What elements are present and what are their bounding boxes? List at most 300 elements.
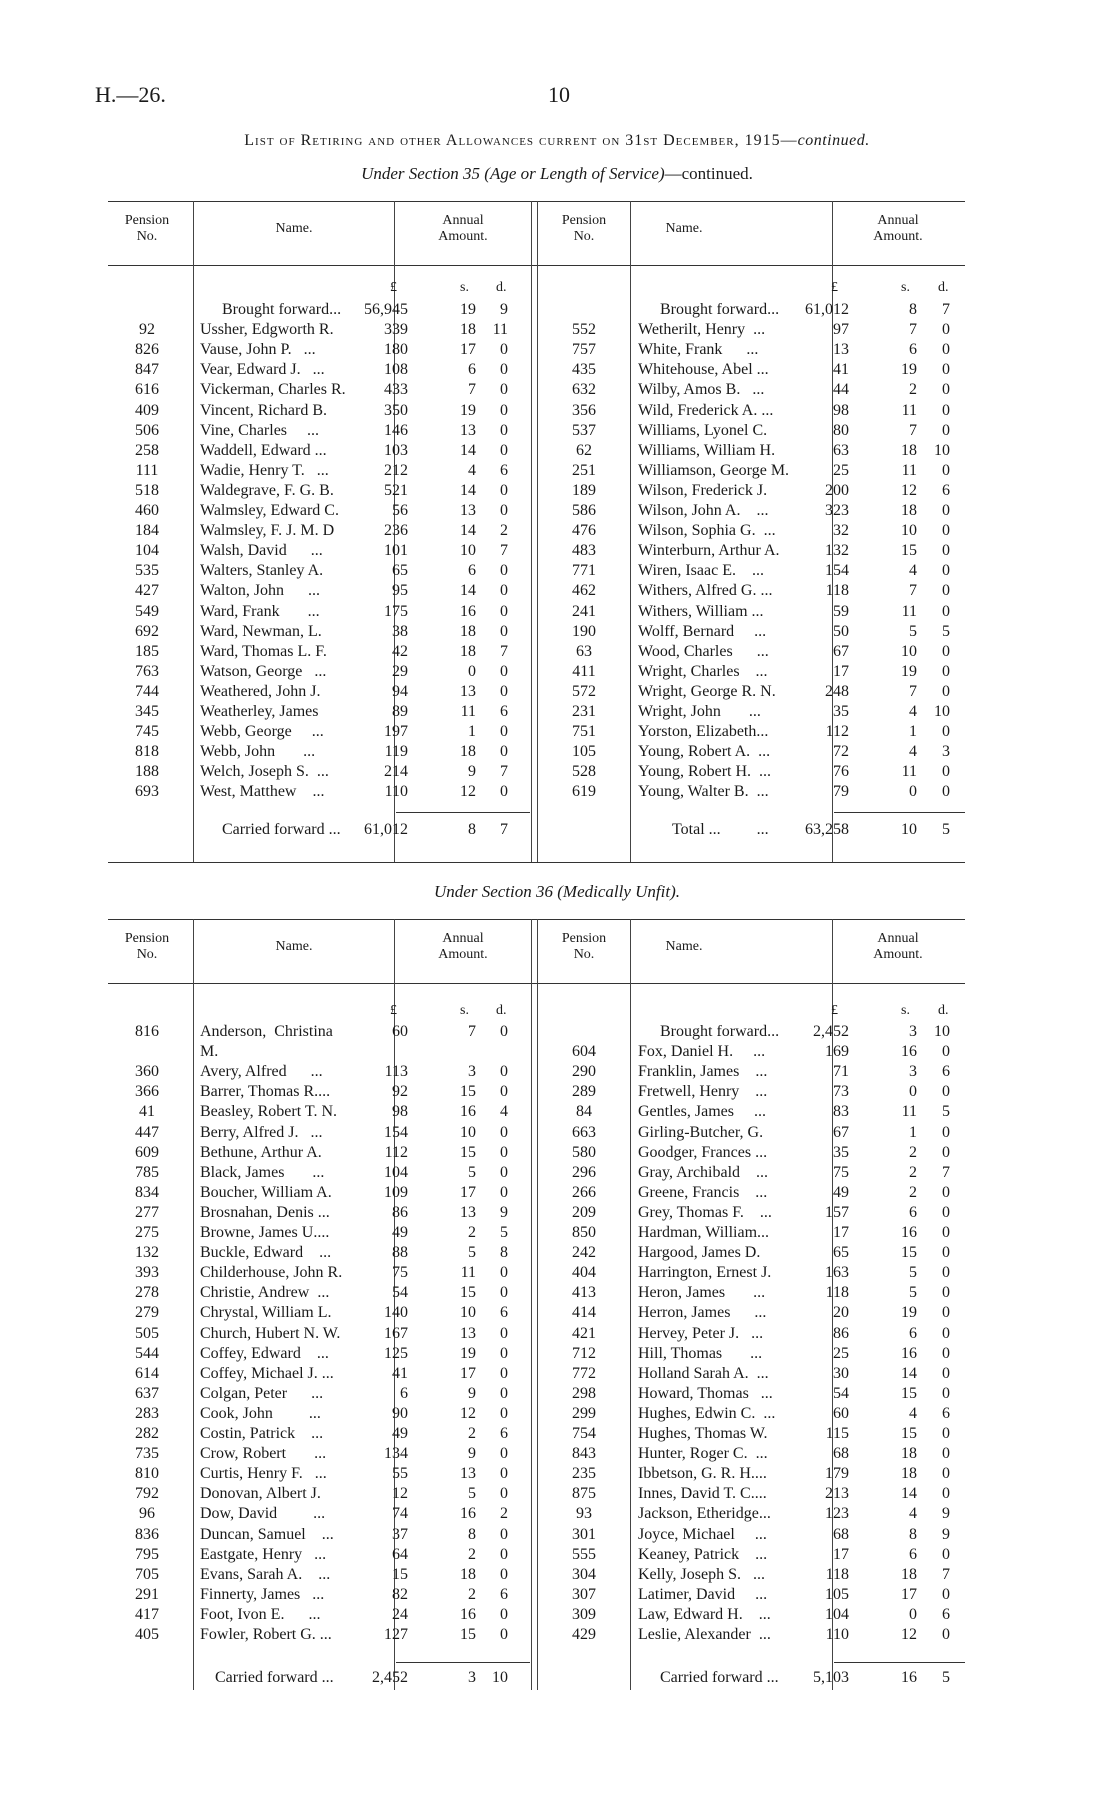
amount-pence: 0 xyxy=(942,502,950,519)
amount-pounds: 2,452 xyxy=(372,1669,408,1686)
amount-pounds: 112 xyxy=(384,1143,408,1161)
pension-number: 663 xyxy=(572,1123,596,1141)
amount-shillings: 14 xyxy=(901,1364,917,1382)
amount-pence: 7 xyxy=(500,763,508,781)
right-brought-forward xyxy=(0,1022,1114,1042)
amount-pounds: 17 xyxy=(833,1224,849,1241)
right-brought-forward-label: Brought forward... xyxy=(660,301,780,318)
pensioner-name: Vincent, Richard B. xyxy=(200,401,328,419)
amount-shillings: 11 xyxy=(901,401,917,419)
amount-shillings: 16 xyxy=(460,1605,476,1623)
amount-pence: 6 xyxy=(942,481,950,499)
pensioner-name: Latimer, David ... xyxy=(638,1585,768,1603)
left-col-pension-header: Pension No. xyxy=(124,931,170,962)
pensioner-name: Crow, Robert ... xyxy=(200,1445,327,1463)
amount-pence: 9 xyxy=(942,1525,950,1543)
amount-shillings: 4 xyxy=(909,1505,917,1523)
amount-shillings: 5 xyxy=(909,622,917,640)
amount-shillings: 7 xyxy=(909,321,917,339)
amount-pounds: 71 xyxy=(833,1063,849,1081)
pensioner-name: Yorston, Elizabeth... xyxy=(638,723,769,741)
amount-pounds: 61,012 xyxy=(364,821,408,838)
amount-pence: 0 xyxy=(942,1445,950,1463)
pension-number: 818 xyxy=(135,743,159,761)
pensioner-name: Leslie, Alexander ... xyxy=(638,1626,771,1643)
pension-number: 279 xyxy=(135,1304,159,1322)
table-row xyxy=(0,762,1114,782)
amount-shillings: 8 xyxy=(468,1525,476,1543)
amount-pounds: 72 xyxy=(833,743,849,761)
left-unit-s: s. xyxy=(460,280,469,295)
amount-shillings: 6 xyxy=(909,1203,917,1221)
amount-pounds: 80 xyxy=(833,421,849,439)
pensioner-name: Ibbetson, G. R. H.... xyxy=(638,1465,767,1483)
page-title-continued: continued. xyxy=(797,132,870,149)
amount-pounds: 20 xyxy=(833,1304,849,1322)
amount-pounds: 61,012 xyxy=(805,301,849,318)
pension-number: 93 xyxy=(576,1505,592,1523)
amount-pence: 0 xyxy=(500,562,508,580)
pension-number: 544 xyxy=(135,1344,159,1362)
table-row xyxy=(0,561,1114,581)
amount-pence: 0 xyxy=(942,682,950,700)
amount-shillings: 5 xyxy=(468,1485,476,1503)
table-row xyxy=(0,1364,1114,1384)
table-row xyxy=(0,1324,1114,1344)
pension-number: 693 xyxy=(135,783,159,801)
pensioner-name: Wright, John ... xyxy=(638,703,761,720)
pension-number: 366 xyxy=(135,1083,159,1101)
pensioner-name: Avery, Alfred ... xyxy=(200,1063,323,1081)
table-row xyxy=(0,340,1114,360)
pension-number: 712 xyxy=(572,1344,596,1362)
amount-shillings: 6 xyxy=(909,341,917,359)
table-row xyxy=(0,662,1114,682)
pension-number: 772 xyxy=(572,1364,596,1382)
left-sum-rule xyxy=(396,1662,530,1663)
pension-number: 111 xyxy=(135,461,159,479)
left-carried-forward-label: Carried forward ... xyxy=(215,1669,334,1686)
table-row xyxy=(0,702,1114,722)
pension-number: 771 xyxy=(572,562,596,580)
pension-number: 460 xyxy=(135,502,159,519)
pension-number: 309 xyxy=(572,1605,596,1623)
amount-shillings: 7 xyxy=(909,421,917,439)
amount-pounds: 63 xyxy=(833,441,849,459)
amount-pounds: 104 xyxy=(384,1163,408,1181)
amount-shillings: 15 xyxy=(901,542,917,560)
pensioner-name: Wilson, Frederick J. xyxy=(638,481,768,499)
amount-pounds: 109 xyxy=(384,1183,408,1201)
pensioner-name: Browne, James U.... xyxy=(200,1224,330,1241)
amount-pence: 0 xyxy=(500,783,508,801)
table-row xyxy=(0,1203,1114,1223)
pensioner-name: Young, Robert A. ... xyxy=(638,743,771,761)
amount-pounds: 73 xyxy=(833,1083,849,1101)
pension-number: 483 xyxy=(572,542,596,560)
amount-pounds: 17 xyxy=(833,662,849,680)
amount-shillings: 13 xyxy=(460,682,476,700)
amount-pence: 0 xyxy=(942,1143,950,1161)
amount-pence: 10 xyxy=(934,703,950,720)
amount-pence: 0 xyxy=(500,502,508,519)
table-row xyxy=(0,742,1114,762)
section-35-title-tail: —continued. xyxy=(664,164,753,183)
amount-shillings: 10 xyxy=(901,642,917,660)
amount-shillings: 2 xyxy=(468,1545,476,1563)
pension-number: 132 xyxy=(135,1244,159,1262)
amount-pence: 0 xyxy=(942,1364,950,1382)
amount-shillings: 17 xyxy=(460,1364,476,1382)
amount-pence: 2 xyxy=(500,522,508,540)
table-row xyxy=(0,1384,1114,1404)
amount-pence: 9 xyxy=(942,1505,950,1523)
amount-shillings: 19 xyxy=(460,401,476,419)
pensioner-name: Christie, Andrew ... xyxy=(200,1284,330,1302)
amount-pounds: 25 xyxy=(833,1344,849,1362)
pensioner-name: Anderson, Christina xyxy=(200,1023,333,1040)
pensioner-name: Wright, Charles ... xyxy=(638,662,768,680)
section-36-title: Under Section 36 (Medically Unfit). xyxy=(434,882,680,901)
pension-number: 414 xyxy=(572,1304,596,1322)
amount-shillings: 15 xyxy=(460,1143,476,1161)
pension-number: 705 xyxy=(135,1565,159,1583)
left-sum-rule xyxy=(396,812,530,813)
amount-pounds: 180 xyxy=(384,341,408,359)
amount-pounds: 154 xyxy=(384,1123,408,1141)
pensioner-name: Hughes, Thomas W. xyxy=(638,1425,768,1442)
amount-pounds: 521 xyxy=(384,481,408,499)
amount-shillings: 13 xyxy=(460,421,476,439)
pensioner-name: Williams, Lyonel C. xyxy=(638,421,768,439)
amount-pence: 0 xyxy=(500,1384,508,1402)
amount-pence: 0 xyxy=(500,1565,508,1583)
left-unit-d: d. xyxy=(496,1003,507,1018)
pensioner-name: Bethune, Arthur A. xyxy=(200,1143,322,1161)
amount-pence: 0 xyxy=(500,1605,508,1623)
amount-pence: 0 xyxy=(500,1364,508,1382)
right-col-name-header: Name. xyxy=(665,939,703,954)
pensioner-name: Wilson, John A. ... xyxy=(638,502,769,519)
table-row xyxy=(0,521,1114,541)
pension-number: 296 xyxy=(572,1163,596,1181)
amount-pounds: 212 xyxy=(384,461,408,479)
pension-number: 518 xyxy=(135,481,159,499)
pensioner-name: Waddell, Edward ... xyxy=(200,441,327,459)
amount-shillings: 12 xyxy=(901,481,917,499)
pensioner-name: Winterburn, Arthur A. xyxy=(638,542,780,560)
amount-pence: 6 xyxy=(942,1605,950,1623)
pensioner-name: Ward, Thomas L. F. xyxy=(200,642,327,660)
pensioner-name: Childerhouse, John R. xyxy=(200,1264,343,1282)
table-row xyxy=(0,541,1114,561)
pension-number: 275 xyxy=(135,1224,159,1241)
right-sum-rule xyxy=(834,1662,965,1663)
pensioner-name: Hargood, James D. xyxy=(638,1244,761,1262)
amount-pence: 10 xyxy=(934,441,950,459)
amount-pence: 9 xyxy=(500,1203,508,1221)
amount-pence: 0 xyxy=(942,1585,950,1603)
table-row xyxy=(0,380,1114,400)
pensioner-name: Hill, Thomas ... xyxy=(638,1344,763,1362)
amount-pence: 0 xyxy=(500,1143,508,1161)
document-reference: H.—26. xyxy=(95,82,166,107)
amount-pence: 0 xyxy=(942,1425,950,1442)
amount-pence: 0 xyxy=(500,1183,508,1201)
amount-pence: 0 xyxy=(500,622,508,640)
amount-pounds: 146 xyxy=(384,421,408,439)
right-brought-forward xyxy=(0,300,1114,320)
amount-pounds: 97 xyxy=(833,321,849,339)
pension-number: 528 xyxy=(572,763,596,781)
amount-pence: 0 xyxy=(500,441,508,459)
amount-shillings: 5 xyxy=(468,1244,476,1262)
pensioner-name: Foot, Ivon E. ... xyxy=(200,1605,321,1623)
amount-pence: 0 xyxy=(500,1123,508,1141)
amount-pence: 7 xyxy=(500,821,508,838)
amount-pence: 10 xyxy=(934,1023,950,1040)
table-row xyxy=(0,1303,1114,1323)
pensioner-name: Weathered, John J. xyxy=(200,682,321,700)
amount-pence: 0 xyxy=(500,1404,508,1422)
amount-pence: 0 xyxy=(500,361,508,379)
pensioner-name: Wolff, Bernard ... xyxy=(638,622,767,640)
amount-shillings: 2 xyxy=(909,1183,917,1201)
pension-number: 614 xyxy=(135,1364,159,1382)
amount-pounds: 67 xyxy=(833,1123,849,1141)
amount-pounds: 5,103 xyxy=(813,1669,849,1686)
pension-number: 586 xyxy=(572,502,596,519)
pensioner-name: Coffey, Edward ... xyxy=(200,1344,329,1362)
amount-pounds: 105 xyxy=(825,1585,849,1603)
amount-shillings: 12 xyxy=(460,783,476,801)
table-row xyxy=(0,421,1114,441)
amount-shillings: 16 xyxy=(901,1669,917,1686)
amount-pence: 0 xyxy=(500,1284,508,1302)
amount-pounds: 115 xyxy=(825,1425,849,1442)
amount-shillings: 11 xyxy=(460,703,476,720)
amount-shillings: 1 xyxy=(468,723,476,741)
amount-shillings: 16 xyxy=(901,1224,917,1241)
pensioner-name: Wood, Charles ... xyxy=(638,642,769,660)
amount-pence: 0 xyxy=(942,421,950,439)
amount-pence: 0 xyxy=(500,1545,508,1563)
pensioner-name: Walton, John ... xyxy=(200,582,321,600)
amount-pence: 0 xyxy=(500,1083,508,1101)
table-row xyxy=(0,1404,1114,1424)
pension-number: 572 xyxy=(572,682,596,700)
amount-pence: 0 xyxy=(942,1626,950,1643)
pensioner-name: Williamson, George M. xyxy=(638,461,790,479)
pension-number: 84 xyxy=(576,1103,592,1121)
left-unit-d: d. xyxy=(496,280,507,295)
pension-number: 535 xyxy=(135,562,159,580)
pension-number: 235 xyxy=(572,1465,596,1483)
pension-number: 826 xyxy=(135,341,159,359)
amount-shillings: 0 xyxy=(909,1605,917,1623)
pension-number: 604 xyxy=(572,1043,596,1061)
amount-pounds: 197 xyxy=(384,723,408,741)
pensioner-name: Wild, Frederick A. ... xyxy=(638,401,774,419)
pension-number: 241 xyxy=(572,602,596,620)
amount-shillings: 11 xyxy=(901,1103,917,1121)
right-col-amount-header: Annual Amount. xyxy=(873,213,923,244)
table-row xyxy=(0,481,1114,501)
pensioner-name: Webb, George ... xyxy=(200,723,324,741)
amount-shillings: 1 xyxy=(909,1123,917,1141)
pension-number: 616 xyxy=(135,381,159,399)
amount-shillings: 15 xyxy=(460,1626,476,1643)
pension-number: 301 xyxy=(572,1525,596,1543)
pension-number: 283 xyxy=(135,1404,159,1422)
pensioner-name: Withers, William ... xyxy=(638,602,764,620)
amount-pounds: 24 xyxy=(392,1605,408,1623)
left-unit-s: s. xyxy=(460,1003,469,1018)
left-col-name-header: Name. xyxy=(275,221,313,236)
amount-pounds: 118 xyxy=(825,582,849,600)
amount-pence: 0 xyxy=(942,1344,950,1362)
amount-shillings: 2 xyxy=(468,1224,476,1241)
amount-pounds: 323 xyxy=(825,502,849,519)
amount-pence: 2 xyxy=(500,1505,508,1523)
amount-shillings: 18 xyxy=(901,1465,917,1483)
pensioner-name: Kelly, Joseph S. ... xyxy=(638,1565,765,1583)
pension-number: 105 xyxy=(572,743,596,761)
pension-number: 96 xyxy=(139,1505,155,1523)
pension-number: 843 xyxy=(572,1445,596,1463)
amount-pounds: 95 xyxy=(392,582,408,600)
amount-pence: 0 xyxy=(500,1525,508,1543)
pension-number: 188 xyxy=(135,763,159,781)
table-row xyxy=(0,1123,1114,1143)
amount-shillings: 18 xyxy=(460,1565,476,1583)
amount-shillings: 6 xyxy=(468,562,476,580)
amount-pounds: 134 xyxy=(384,1445,408,1463)
pensioner-name: Coffey, Michael J. ... xyxy=(200,1364,334,1382)
right-unit-s: s. xyxy=(901,1003,910,1018)
pensioner-name: Black, James ... xyxy=(200,1163,325,1181)
amount-pence: 0 xyxy=(500,1163,508,1181)
pension-number: 307 xyxy=(572,1585,596,1603)
pension-number: 404 xyxy=(572,1264,596,1282)
table-row xyxy=(0,1183,1114,1203)
pensioner-name: Watson, George ... xyxy=(200,662,327,680)
amount-shillings: 7 xyxy=(468,381,476,399)
pension-number: 609 xyxy=(135,1143,159,1161)
pension-number: 735 xyxy=(135,1445,159,1463)
pensioner-name-continuation: M. xyxy=(200,1043,219,1061)
amount-shillings: 14 xyxy=(460,582,476,600)
amount-pence: 11 xyxy=(492,321,508,339)
pensioner-name: Hervey, Peter J. ... xyxy=(638,1324,764,1342)
pensioner-name: Law, Edward H. ... xyxy=(638,1605,771,1623)
pension-number: 785 xyxy=(135,1163,159,1181)
pensioner-name: Hughes, Edwin C. ... xyxy=(638,1404,776,1422)
amount-pounds: 29 xyxy=(392,662,408,680)
amount-shillings: 16 xyxy=(901,1043,917,1061)
pensioner-name: Finnerty, James ... xyxy=(200,1585,325,1603)
pensioner-name: Wiren, Isaac E. ... xyxy=(638,562,764,580)
amount-shillings: 16 xyxy=(460,602,476,620)
pension-number: 875 xyxy=(572,1485,596,1503)
amount-pence: 0 xyxy=(942,1083,950,1101)
amount-shillings: 18 xyxy=(460,622,476,640)
amount-pence: 5 xyxy=(942,622,950,640)
amount-pounds: 82 xyxy=(392,1585,408,1603)
amount-shillings: 14 xyxy=(901,1485,917,1503)
amount-shillings: 9 xyxy=(468,1384,476,1402)
pension-number: 447 xyxy=(135,1123,159,1141)
left-col-amount-header: Annual Amount. xyxy=(438,213,488,244)
amount-shillings: 8 xyxy=(468,821,476,838)
right-total-label: Total ... ... xyxy=(672,821,769,838)
pension-number: 427 xyxy=(135,582,159,600)
pension-number: 104 xyxy=(135,542,159,560)
amount-shillings: 12 xyxy=(901,1626,917,1643)
amount-pence: 0 xyxy=(500,682,508,700)
left-col-amount-header: Annual Amount. xyxy=(438,931,488,962)
pension-number: 405 xyxy=(135,1626,159,1643)
amount-pence: 0 xyxy=(500,1344,508,1362)
amount-pence: 0 xyxy=(942,542,950,560)
amount-shillings: 6 xyxy=(468,361,476,379)
amount-shillings: 8 xyxy=(909,301,917,318)
table-row xyxy=(0,1062,1114,1082)
amount-shillings: 3 xyxy=(468,1669,476,1686)
amount-pence: 0 xyxy=(500,1626,508,1643)
pension-number: 299 xyxy=(572,1404,596,1422)
amount-pence: 0 xyxy=(500,1465,508,1483)
amount-pounds: 13 xyxy=(833,341,849,359)
pensioner-name: Goodger, Frances ... xyxy=(638,1143,768,1161)
amount-pence: 0 xyxy=(500,421,508,439)
table-row xyxy=(0,1585,1114,1605)
right-carried-forward-label: Carried forward ... xyxy=(660,1669,779,1686)
pensioner-name: Wetherilt, Henry ... xyxy=(638,321,766,339)
table-row xyxy=(0,1143,1114,1163)
amount-pence: 0 xyxy=(942,582,950,600)
amount-pounds: 103 xyxy=(384,441,408,459)
pension-number: 751 xyxy=(572,723,596,741)
amount-pounds: 74 xyxy=(392,1505,408,1523)
amount-shillings: 11 xyxy=(460,1264,476,1282)
amount-shillings: 14 xyxy=(460,441,476,459)
pensioner-name: Williams, William H. xyxy=(638,441,776,459)
table-row xyxy=(0,722,1114,742)
table-row xyxy=(0,1525,1114,1545)
amount-shillings: 5 xyxy=(909,1264,917,1282)
amount-shillings: 19 xyxy=(460,301,476,318)
amount-pounds: 163 xyxy=(825,1264,849,1282)
pension-number: 282 xyxy=(135,1425,159,1442)
pensioner-name: Donovan, Albert J. xyxy=(200,1485,321,1503)
amount-pounds: 32 xyxy=(833,522,849,540)
pensioner-name: Harrington, Ernest J. xyxy=(638,1264,772,1282)
amount-shillings: 16 xyxy=(460,1103,476,1121)
amount-pounds: 12 xyxy=(392,1485,408,1503)
pensioner-name: Brosnahan, Denis ... xyxy=(200,1203,330,1221)
page-title-main: List of Retiring and other Allowances current on 31st December, 1915— xyxy=(244,132,798,149)
pension-number: 816 xyxy=(135,1023,159,1040)
amount-shillings: 9 xyxy=(468,763,476,781)
pension-number: 258 xyxy=(135,441,159,459)
pensioner-name: Walmsley, F. J. M. D xyxy=(200,522,335,540)
section-35-title-italic: Under Section 35 (Age or Length of Service) xyxy=(361,164,665,183)
amount-pence: 0 xyxy=(500,662,508,680)
pension-number: 795 xyxy=(135,1545,159,1563)
amount-pence: 5 xyxy=(942,821,950,838)
pensioner-name: Ussher, Edgworth R. xyxy=(200,321,334,339)
